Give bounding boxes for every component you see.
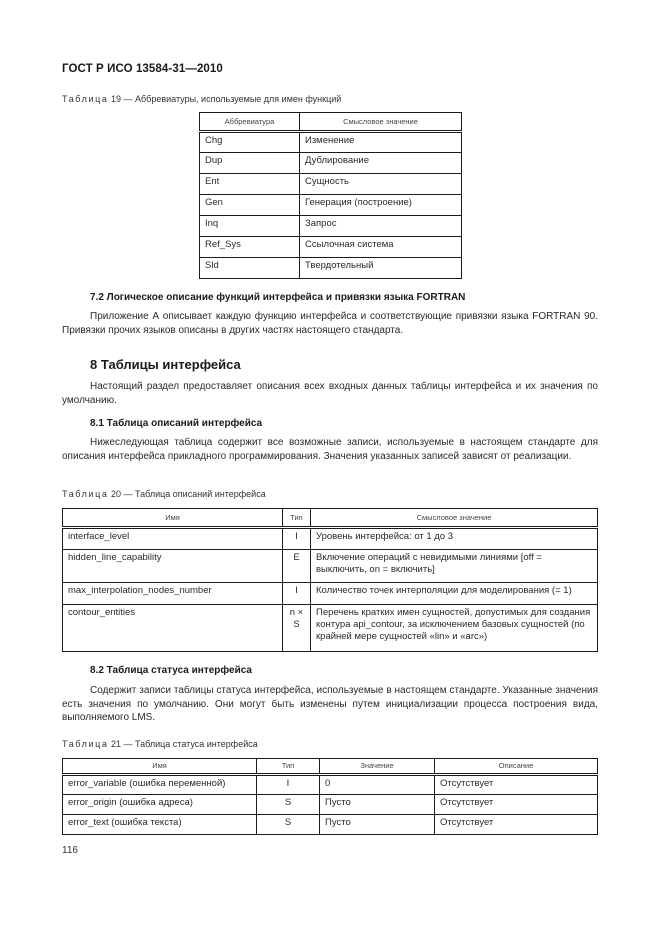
cell-abbr: Inq: [200, 216, 300, 237]
column-header: Смысловое значение: [311, 509, 598, 528]
table-row: [200, 258, 462, 279]
caption-prefix: Таблица: [62, 489, 109, 499]
cell-value: Пусто: [320, 815, 435, 835]
table-row: [63, 528, 598, 550]
cell-meaning: Ссылочная система: [300, 237, 462, 258]
caption-text: 21 — Таблица статуса интерфейса: [108, 739, 258, 749]
cell-name: contour_entities: [63, 605, 283, 652]
cell-description: Отсутствует: [435, 775, 598, 795]
section-7-2-paragraph: Приложение А описывает каждую функцию интерфейса и соответствующие привязки языка FORTRAN 90. Привязки прочих языков описаны в других частях настоящего стандарта.: [62, 311, 598, 336]
cell-type: E: [283, 550, 311, 583]
column-header: Тип: [283, 509, 311, 528]
document-header: ГОСТ Р ИСО 13584-31—2010: [62, 63, 223, 75]
table-row: [200, 153, 462, 174]
cell-name: hidden_line_capability: [63, 550, 283, 583]
cell-abbr: Ref_Sys: [200, 237, 300, 258]
cell-type: n × S: [283, 605, 311, 652]
cell-name: error_variable (ошибка переменной): [63, 775, 257, 795]
caption-text: 19 — Аббревиатуры, используемые для имен функций: [108, 94, 342, 104]
section-8-heading: 8 Таблицы интерфейса: [90, 357, 241, 372]
table21-caption: [62, 739, 258, 749]
table-row: [200, 216, 462, 237]
cell-description: Отсутствует: [435, 815, 598, 835]
cell-meaning: Перечень кратких имен сущностей, допустимых для создания контура api_contour, за исключением базовых сущностей (по крайней мере сущностей «lin» и «arc»): [311, 605, 598, 652]
section-8-1-heading: 8.1 Таблица описаний интерфейса: [90, 418, 263, 429]
cell-meaning: Запрос: [300, 216, 462, 237]
section-7-2-heading: 7.2 Логическое описание функций интерфейса и привязки языка FORTRAN: [90, 292, 466, 303]
cell-name: max_interpolation_nodes_number: [63, 583, 283, 605]
cell-name: error_origin (ошибка адреса): [63, 795, 257, 815]
cell-abbr: Chg: [200, 132, 300, 153]
table-row: [200, 132, 462, 153]
table-20: [62, 508, 598, 652]
table-21: [62, 758, 598, 835]
table-row: [200, 195, 462, 216]
cell-meaning: Генерация (построение): [300, 195, 462, 216]
table19-caption: [62, 94, 341, 104]
cell-abbr: Ent: [200, 174, 300, 195]
table-row: [63, 795, 598, 815]
cell-meaning: Включение операций с невидимыми линиями [off = выключить, on = включить]: [311, 550, 598, 583]
table-row: [63, 605, 598, 652]
cell-abbr: Gen: [200, 195, 300, 216]
cell-abbr: Sld: [200, 258, 300, 279]
column-header: Тип: [257, 759, 320, 775]
cell-type: I: [283, 528, 311, 550]
cell-type: I: [283, 583, 311, 605]
caption-text: 20 — Таблица описаний интерфейса: [108, 489, 266, 499]
section-8-1-paragraph: Нижеследующая таблица содержит все возможные записи, используемые в настоящем стандарте для описания интерфейса прикладного программирования. Значения указанных записей зависят от реализации.: [62, 437, 598, 462]
section-8-paragraph: Настоящий раздел предоставляет описания всех входных данных таблицы интерфейса и их значения по умолчанию.: [62, 381, 598, 406]
cell-description: Отсутствует: [435, 795, 598, 815]
column-header: Смысловое значение: [300, 113, 462, 132]
table-19: [199, 112, 462, 279]
cell-value: Пусто: [320, 795, 435, 815]
column-header: Значение: [320, 759, 435, 775]
column-header: Имя: [63, 509, 283, 528]
cell-meaning: Уровень интерфейса: от 1 до 3: [311, 528, 598, 550]
column-header: Имя: [63, 759, 257, 775]
cell-meaning: Твердотельный: [300, 258, 462, 279]
cell-name: error_text (ошибка текста): [63, 815, 257, 835]
column-header: Описание: [435, 759, 598, 775]
cell-name: interface_level: [63, 528, 283, 550]
cell-meaning: Сущность: [300, 174, 462, 195]
cell-type: I: [257, 775, 320, 795]
table20-caption: [62, 489, 266, 499]
table-row: [63, 550, 598, 583]
table-row: [63, 583, 598, 605]
caption-prefix: Таблица: [62, 94, 109, 104]
cell-meaning: Дублирование: [300, 153, 462, 174]
page-number: 116: [62, 845, 78, 856]
cell-meaning: Изменение: [300, 132, 462, 153]
table-row: [200, 237, 462, 258]
section-8-2-heading: 8.2 Таблица статуса интерфейса: [90, 665, 252, 676]
cell-meaning: Количество точек интерполяции для моделирования (= 1): [311, 583, 598, 605]
cell-abbr: Dup: [200, 153, 300, 174]
cell-value: 0: [320, 775, 435, 795]
table-row: [200, 174, 462, 195]
caption-prefix: Таблица: [62, 739, 109, 749]
table-row: [63, 775, 598, 795]
cell-type: S: [257, 795, 320, 815]
section-8-2-paragraph: Содержит записи таблицы статуса интерфейса, используемые в настоящем стандарте. Указанные значения есть значения по умолчанию. Они могут быть изменены путем инициализации процесса построения вида, выполняемого LMS.: [62, 685, 598, 723]
column-header: Аббревиатура: [200, 113, 300, 132]
table-row: [63, 815, 598, 835]
cell-type: S: [257, 815, 320, 835]
